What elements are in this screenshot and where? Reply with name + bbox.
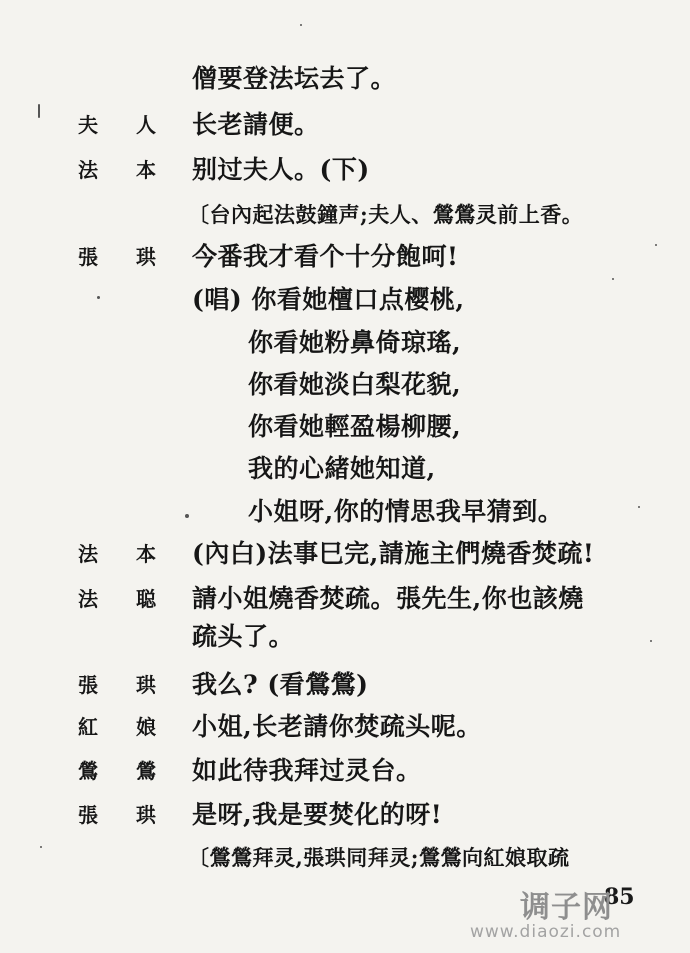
speaker-char: 張 bbox=[78, 803, 98, 827]
speaker-char: 珙 bbox=[136, 245, 156, 269]
speaker-char: 本 bbox=[136, 542, 156, 566]
song-line: 你看她粉鼻倚琼瑤, bbox=[248, 328, 462, 357]
speaker-label bbox=[78, 110, 156, 140]
song-line: 小姐呀,你的情思我早猜到。 bbox=[248, 497, 564, 526]
scan-speck bbox=[655, 244, 657, 246]
speaker-label bbox=[78, 756, 156, 786]
speaker-char: 法 bbox=[78, 542, 98, 566]
speaker-char: 張 bbox=[78, 673, 98, 697]
dialogue-line: 小姐,长老請你焚疏头呢。 bbox=[192, 712, 482, 741]
script-line-text: 僧要登法坛去了。 bbox=[192, 64, 397, 93]
dialogue-line: 如此待我拜过灵台。 bbox=[192, 756, 422, 785]
page-number: 85 bbox=[604, 884, 635, 910]
speaker-char: 珙 bbox=[136, 673, 156, 697]
speaker-char: 法 bbox=[78, 158, 98, 182]
scan-speck bbox=[612, 278, 614, 280]
dialogue-line: 是呀,我是要焚化的呀! bbox=[192, 800, 443, 829]
speaker-label bbox=[78, 155, 156, 185]
song-line: 我的心緒她知道, bbox=[248, 454, 436, 483]
watermark-brand: 调子网 bbox=[520, 890, 613, 925]
scan-speck bbox=[638, 506, 640, 508]
song-line: 你看她淡白梨花貌, bbox=[248, 370, 462, 399]
speaker-char: 聪 bbox=[136, 587, 156, 611]
scan-speck bbox=[650, 640, 652, 642]
scan-speck bbox=[97, 296, 100, 299]
speaker-char: 人 bbox=[136, 113, 156, 137]
speaker-char: 夫 bbox=[78, 113, 98, 137]
song-line: (唱) 你看她檀口点樱桃, bbox=[192, 285, 465, 314]
scan-speck bbox=[300, 24, 302, 26]
scan-speck bbox=[185, 514, 189, 518]
speaker-label bbox=[78, 584, 156, 614]
speaker-char: 鶯 bbox=[136, 759, 156, 783]
dialogue-line: 我么? (看鶯鶯) bbox=[192, 670, 369, 699]
stage-direction: 〔台內起法鼓鐘声;夫人、鶯鶯灵前上香。 bbox=[188, 202, 584, 227]
speaker-label bbox=[78, 242, 156, 272]
scan-speck bbox=[40, 846, 42, 848]
speaker-label bbox=[78, 539, 156, 569]
speaker-char: 娘 bbox=[136, 715, 156, 739]
speaker-char: 紅 bbox=[78, 715, 98, 739]
speaker-char: 本 bbox=[136, 158, 156, 182]
dialogue-line: 别过夫人。(下) bbox=[192, 155, 370, 184]
dialogue-line: (內白)法事巳完,請施主們燒香焚疏! bbox=[192, 539, 595, 568]
dialogue-line-continued: 疏头了。 bbox=[192, 622, 295, 651]
dialogue-line: 长老請便。 bbox=[192, 110, 320, 139]
dialogue-line: 請小姐燒香焚疏。張先生,你也該燒 bbox=[192, 584, 584, 613]
speaker-char: 張 bbox=[78, 245, 98, 269]
speaker-char: 法 bbox=[78, 587, 98, 611]
speaker-char: 珙 bbox=[136, 803, 156, 827]
stage-direction: 〔鶯鶯拜灵,張珙同拜灵;鶯鶯向紅娘取疏 bbox=[188, 845, 570, 870]
scan-speck bbox=[38, 104, 40, 118]
dialogue-line: 今番我才看个十分飽呵! bbox=[192, 242, 459, 271]
speaker-char: 鶯 bbox=[78, 759, 98, 783]
speaker-label bbox=[78, 712, 156, 742]
speaker-label bbox=[78, 800, 156, 830]
speaker-label bbox=[78, 670, 156, 700]
song-line: 你看她輕盈楊柳腰, bbox=[248, 412, 462, 441]
watermark-url: www.diaozi.com bbox=[470, 922, 622, 942]
